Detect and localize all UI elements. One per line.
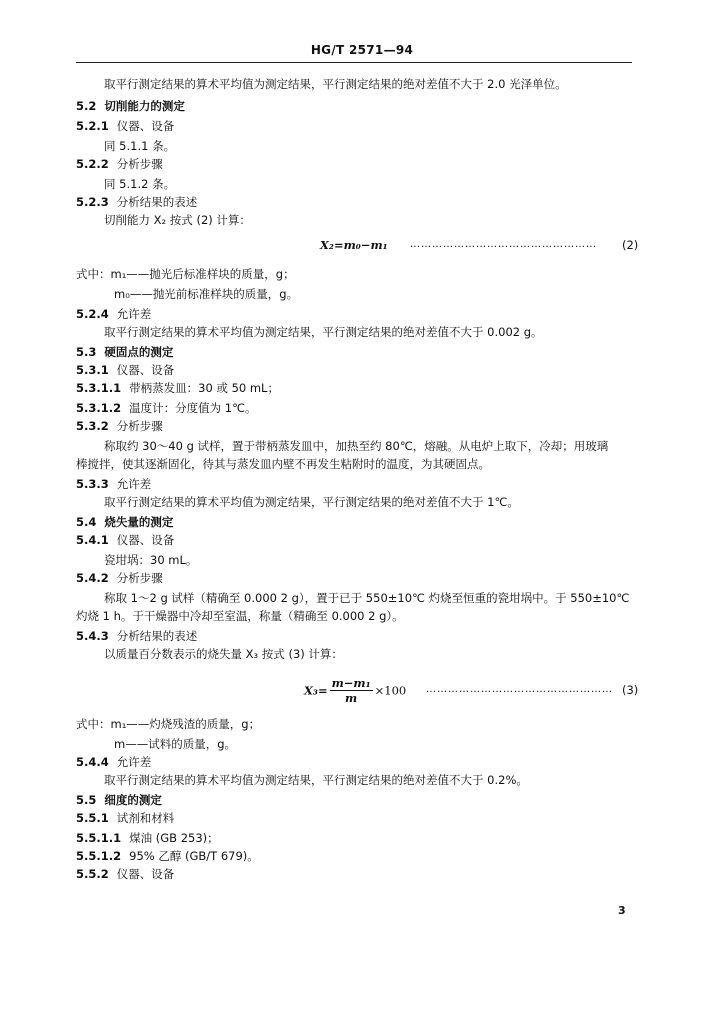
leader-dots: …………………………………………… (410, 239, 597, 250)
equation-number: (2) (622, 238, 639, 252)
equation-lhs: X₂ (320, 238, 334, 252)
section-number: 5.3.3 (76, 477, 109, 491)
equation-number: (3) (622, 683, 639, 697)
section-title: 分析步骤 (116, 571, 163, 585)
section-number: 5.5 (76, 793, 97, 807)
section-title: 切削能力的测定 (104, 99, 185, 113)
paragraph: 瓷坩埚：30 mL。 (104, 553, 198, 567)
section-title: 仪器、设备 (116, 867, 175, 881)
section-number: 5.4.4 (76, 755, 109, 769)
leader-dots: …………………………………………… (426, 684, 613, 695)
section-title: 允许差 (116, 477, 152, 491)
paragraph: 以质量百分数表示的烧失量 X₃ 按式 (3) 计算： (104, 647, 343, 661)
item-text: 煤油 (GB 253)； (129, 831, 219, 845)
section-title: 分析步骤 (116, 419, 163, 433)
paragraph: 取平行测定结果的算术平均值为测定结果，平行测定结果的绝对差值不大于 1℃。 (104, 495, 519, 509)
equation-3 (304, 676, 406, 705)
paragraph: 称取 1～2 g 试样（精确至 0.000 2 g），置于已于 550±10℃ 灼烧至恒重的瓷坩埚中。于 550±10℃ (104, 591, 630, 605)
section-title: 分析结果的表述 (116, 195, 198, 209)
item-text: 温度计：分度值为 1℃。 (129, 401, 257, 415)
equation-factor: ×100 (374, 683, 407, 698)
section-title: 允许差 (116, 307, 152, 321)
section-heading (76, 344, 173, 360)
section-number: 5.5.1 (76, 811, 109, 825)
fraction-denominator: m (345, 691, 358, 705)
paragraph: 取平行测定结果的算术平均值为测定结果，平行测定结果的绝对差值不大于 2.0 光泽单位。 (104, 77, 567, 91)
paragraph: 取平行测定结果的算术平均值为测定结果，平行测定结果的绝对差值不大于 0.2%。 (104, 773, 528, 787)
equation-2 (320, 238, 388, 252)
section-title: 烧失量的测定 (104, 515, 174, 529)
section-number: 5.2 (76, 99, 97, 113)
subsection-heading (76, 866, 174, 882)
list-item (76, 830, 219, 846)
item-number: 5.3.1.2 (76, 401, 122, 415)
section-number: 5.4 (76, 515, 97, 529)
subsection-heading (76, 306, 151, 322)
page-header: HG/T 2571—94 (310, 43, 414, 57)
subsection-heading (76, 362, 174, 378)
item-text: 带柄蒸发皿：30 或 50 mL； (129, 381, 279, 395)
section-title: 硬固点的测定 (104, 345, 174, 359)
section-number: 5.3.1 (76, 363, 109, 377)
section-number: 5.2.2 (76, 157, 109, 171)
paragraph: 切削能力 X₂ 按式 (2) 计算： (104, 213, 251, 227)
subsection-heading (76, 810, 174, 826)
subsection-heading (76, 118, 174, 134)
subsection-heading (76, 532, 174, 548)
section-heading (76, 98, 185, 114)
section-title: 分析步骤 (116, 157, 163, 171)
section-number: 5.4.2 (76, 571, 109, 585)
subsection-heading (76, 628, 197, 644)
variable-definition: 式中：m₁——抛光后标准样块的质量，g； (76, 267, 295, 281)
section-title: 仪器、设备 (116, 119, 175, 133)
list-item (76, 380, 279, 396)
section-number: 5.4.3 (76, 629, 109, 643)
section-number: 5.2.3 (76, 195, 109, 209)
section-title: 试剂和材料 (116, 811, 175, 825)
fraction (330, 676, 373, 705)
subsection-heading (76, 754, 151, 770)
section-title: 细度的测定 (104, 793, 162, 807)
subsection-heading (76, 194, 197, 210)
subsection-heading (76, 156, 163, 172)
page-number: 3 (618, 904, 626, 917)
section-number: 5.5.2 (76, 867, 109, 881)
variable-definition: m——试料的质量，g。 (114, 737, 237, 751)
fraction-numerator: m−m₁ (331, 676, 371, 690)
equation-lhs: X₃= (304, 683, 328, 698)
equation-rhs: =m₀−m₁ (333, 238, 388, 252)
section-number: 5.2.1 (76, 119, 109, 133)
section-number: 5.3.2 (76, 419, 109, 433)
header-rule (76, 62, 632, 63)
paragraph: 取平行测定结果的算术平均值为测定结果，平行测定结果的绝对差值不大于 0.002 g。 (104, 325, 543, 339)
section-title: 仪器、设备 (116, 533, 175, 547)
section-heading (76, 792, 162, 808)
item-text: 95% 乙醇 (GB/T 679)。 (129, 849, 259, 863)
section-heading (76, 514, 173, 530)
section-number: 5.3 (76, 345, 97, 359)
subsection-heading (76, 570, 163, 586)
item-number: 5.5.1.1 (76, 831, 122, 845)
variable-definition: 式中：m₁——灼烧残渣的质量，g； (76, 717, 261, 731)
paragraph: 称取约 30～40 g 试样，置于带柄蒸发皿中，加热至约 80℃，熔融。从电炉上取下，冷却；用玻璃 (104, 439, 609, 453)
section-title: 允许差 (116, 755, 152, 769)
item-number: 5.5.1.2 (76, 849, 122, 863)
paragraph-continuation: 棒搅拌，使其逐渐固化，待其与蒸发皿内壁不再发生粘附时的温度，为其硬固点。 (76, 457, 490, 471)
section-title: 仪器、设备 (116, 363, 175, 377)
section-title: 分析结果的表述 (116, 629, 198, 643)
list-item (76, 848, 259, 864)
section-number: 5.4.1 (76, 533, 109, 547)
section-number: 5.2.4 (76, 307, 109, 321)
variable-definition: m₀——抛光前标准样块的质量，g。 (114, 287, 299, 301)
subsection-heading (76, 418, 163, 434)
paragraph: 同 5.1.2 条。 (104, 177, 176, 191)
list-item (76, 400, 257, 416)
paragraph: 同 5.1.1 条。 (104, 139, 176, 153)
paragraph-continuation: 灼烧 1 h。于干燥器中冷却至室温，称量（精确至 0.000 2 g）。 (76, 609, 404, 623)
item-number: 5.3.1.1 (76, 381, 122, 395)
subsection-heading (76, 476, 151, 492)
